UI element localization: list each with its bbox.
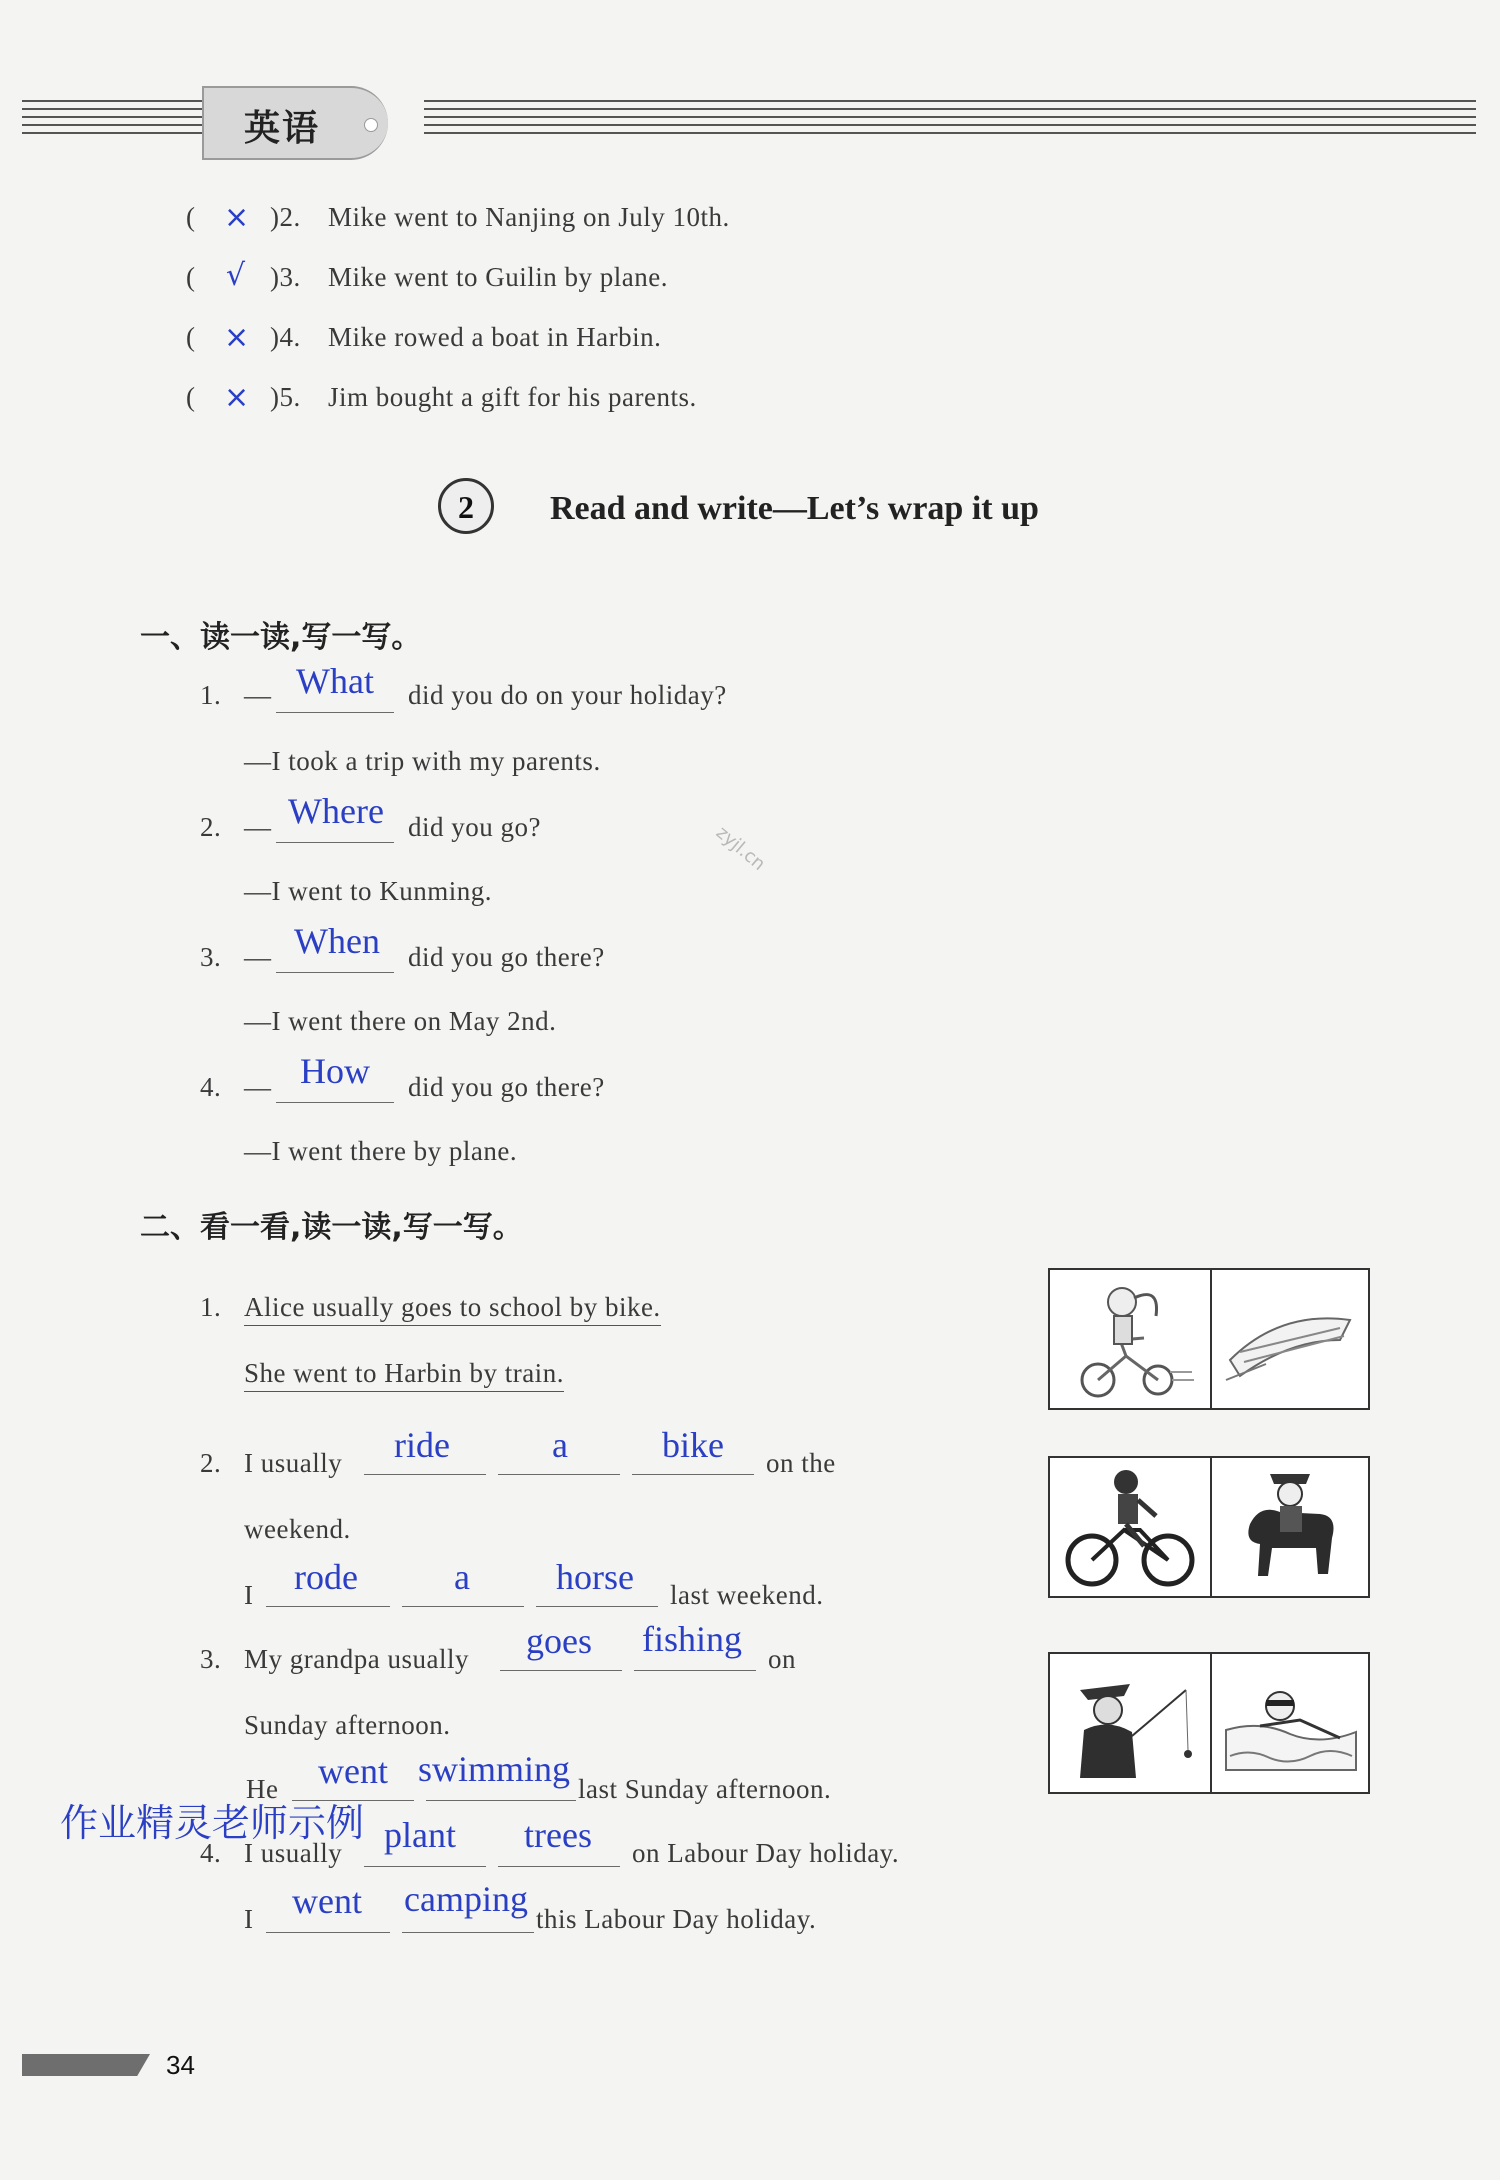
man-fishing-icon bbox=[1060, 1660, 1200, 1788]
answer-text: Where bbox=[288, 791, 384, 831]
item-number: )4. bbox=[270, 322, 301, 352]
answer-text: goes bbox=[526, 1621, 592, 1661]
picture-box-3 bbox=[1048, 1652, 1370, 1794]
sentence-end: last Sunday afternoon. bbox=[578, 1774, 832, 1804]
answer-text: fishing bbox=[642, 1619, 743, 1659]
item-number: 3. bbox=[200, 942, 222, 972]
item-number: )5. bbox=[270, 382, 301, 412]
sentence-end: on the bbox=[766, 1448, 836, 1478]
header-lines-right bbox=[424, 100, 1476, 138]
answer-blank bbox=[276, 972, 394, 973]
picture-box-2 bbox=[1048, 1456, 1370, 1598]
sentence-start: I bbox=[244, 1580, 254, 1610]
dash: — bbox=[244, 812, 272, 842]
answer-mark: √ bbox=[226, 258, 246, 293]
answer-text: What bbox=[296, 661, 374, 701]
answer-blank bbox=[500, 1670, 622, 1671]
answer-text: went bbox=[318, 1751, 388, 1791]
watermark-text: 作业精灵老师示例 bbox=[60, 1801, 365, 1845]
footer-bar bbox=[22, 2054, 150, 2076]
sentence-end: on bbox=[768, 1644, 796, 1674]
question-text: did you do on your holiday? bbox=[408, 680, 727, 710]
item-text: Mike went to Guilin by plane. bbox=[328, 262, 668, 292]
section-number-badge bbox=[438, 478, 494, 534]
dash: — bbox=[244, 1072, 272, 1102]
question-text: did you go? bbox=[408, 812, 541, 842]
sentence-end: this Labour Day holiday. bbox=[536, 1904, 817, 1934]
subject-label: 英语 bbox=[244, 108, 321, 149]
sentence-end: on Labour Day holiday. bbox=[632, 1838, 900, 1868]
example-sentence-2: She went to Harbin by train. bbox=[244, 1358, 564, 1392]
answer-text: bike bbox=[662, 1425, 724, 1465]
item-number: )3. bbox=[270, 262, 301, 292]
answer-mark: × bbox=[224, 200, 250, 235]
open-paren: ( bbox=[186, 382, 196, 412]
part1-heading: 一、读一读,写一写。 bbox=[140, 620, 422, 655]
item-number: 2. bbox=[200, 812, 222, 842]
picture-box-1 bbox=[1048, 1268, 1370, 1410]
answer-text: How bbox=[300, 1051, 370, 1091]
faint-watermark: zyjl.cn bbox=[711, 822, 770, 875]
answer-blank bbox=[364, 1866, 486, 1867]
item-text: Mike rowed a boat in Harbin. bbox=[328, 322, 662, 352]
answer-blank bbox=[634, 1670, 756, 1671]
boy-riding-bike-icon bbox=[1060, 1464, 1200, 1592]
sentence-start: I usually bbox=[244, 1838, 343, 1868]
answer-blank bbox=[536, 1606, 658, 1607]
answer-text: ride bbox=[394, 1425, 450, 1465]
page-number: 34 bbox=[166, 2050, 195, 2080]
sentence-continuation: weekend. bbox=[244, 1514, 351, 1544]
reply-text: —I went there by plane. bbox=[244, 1136, 518, 1166]
answer-text: camping bbox=[404, 1879, 528, 1919]
dash: — bbox=[244, 680, 272, 710]
answer-text: rode bbox=[294, 1557, 358, 1597]
sentence-start: I usually bbox=[244, 1448, 343, 1478]
item-number: 3. bbox=[200, 1644, 222, 1674]
item-number: 1. bbox=[200, 680, 222, 710]
section-number: 2 bbox=[458, 489, 474, 525]
open-paren: ( bbox=[186, 262, 196, 292]
sentence-continuation: Sunday afternoon. bbox=[244, 1710, 451, 1740]
man-riding-horse-icon bbox=[1220, 1464, 1362, 1592]
answer-mark: × bbox=[224, 380, 250, 415]
answer-text: When bbox=[294, 921, 380, 961]
part2-heading: 二、看一看,读一读,写一写。 bbox=[140, 1210, 523, 1245]
answer-text: swimming bbox=[418, 1749, 571, 1789]
answer-blank bbox=[426, 1800, 576, 1801]
train-icon bbox=[1220, 1280, 1362, 1400]
sentence-start: He bbox=[246, 1774, 279, 1804]
item-text: Mike went to Nanjing on July 10th. bbox=[328, 202, 730, 232]
reply-text: —I went there on May 2nd. bbox=[244, 1006, 557, 1036]
answer-blank bbox=[276, 842, 394, 843]
answer-blank bbox=[402, 1932, 534, 1933]
answer-blank bbox=[276, 712, 394, 713]
girl-riding-bike-icon bbox=[1060, 1276, 1200, 1404]
answer-text: a bbox=[454, 1557, 470, 1597]
answer-text: plant bbox=[384, 1815, 456, 1855]
header-lines-left bbox=[22, 100, 212, 138]
answer-blank bbox=[266, 1606, 390, 1607]
answer-text: trees bbox=[524, 1815, 592, 1855]
sentence-start: My grandpa usually bbox=[244, 1644, 469, 1674]
sentence-end: last weekend. bbox=[670, 1580, 824, 1610]
answer-blank bbox=[498, 1474, 620, 1475]
reply-text: —I took a trip with my parents. bbox=[244, 746, 601, 776]
example-sentence-1: Alice usually goes to school by bike. bbox=[244, 1292, 661, 1326]
answer-blank bbox=[498, 1866, 620, 1867]
answer-blank bbox=[364, 1474, 486, 1475]
section-title: Read and write—Let’s wrap it up bbox=[550, 490, 1039, 527]
sentence-start: I bbox=[244, 1904, 254, 1934]
open-paren: ( bbox=[186, 202, 196, 232]
answer-blank bbox=[402, 1606, 524, 1607]
item-number: 4. bbox=[200, 1072, 222, 1102]
man-swimming-icon bbox=[1220, 1660, 1362, 1788]
question-text: did you go there? bbox=[408, 942, 605, 972]
item-number: 4. bbox=[200, 1838, 222, 1868]
open-paren: ( bbox=[186, 322, 196, 352]
item-number: 1. bbox=[200, 1292, 222, 1322]
answer-text: horse bbox=[556, 1557, 634, 1597]
answer-blank bbox=[632, 1474, 754, 1475]
answer-blank bbox=[276, 1102, 394, 1103]
item-number: )2. bbox=[270, 202, 301, 232]
reply-text: —I went to Kunming. bbox=[244, 876, 492, 906]
answer-text: a bbox=[552, 1425, 568, 1465]
answer-mark: × bbox=[224, 320, 250, 355]
item-text: Jim bought a gift for his parents. bbox=[328, 382, 697, 412]
item-number: 2. bbox=[200, 1448, 222, 1478]
answer-blank bbox=[266, 1932, 390, 1933]
answer-text: went bbox=[292, 1881, 362, 1921]
dash: — bbox=[244, 942, 272, 972]
question-text: did you go there? bbox=[408, 1072, 605, 1102]
